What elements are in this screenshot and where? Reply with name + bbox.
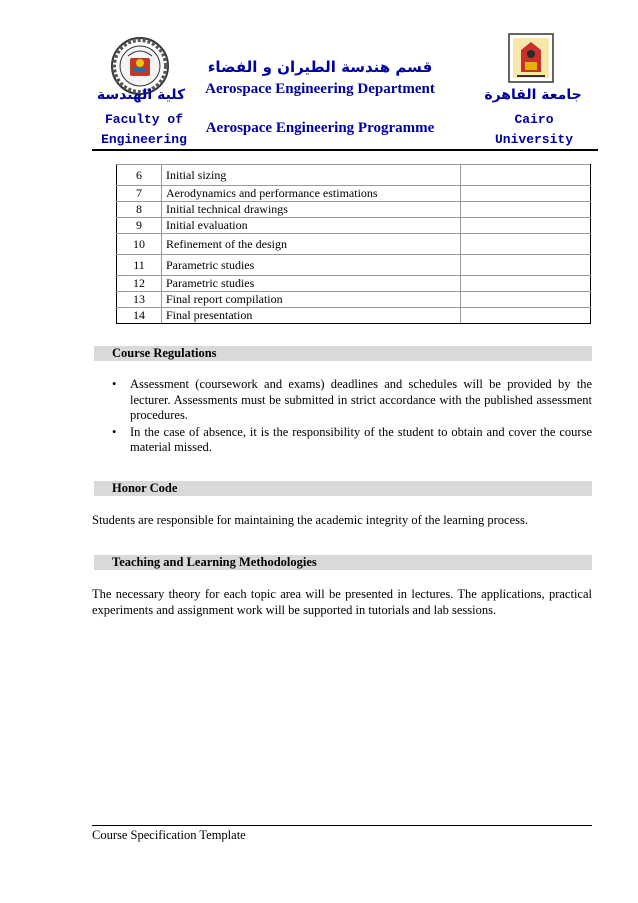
week-number: 12 xyxy=(117,276,162,292)
week-number: 11 xyxy=(117,255,162,276)
table-row xyxy=(117,276,591,292)
blank-cell xyxy=(461,165,591,186)
topic-cell: Refinement of the design xyxy=(162,234,461,255)
footer-text: Course Specification Template xyxy=(92,828,246,842)
table-row xyxy=(117,292,591,308)
week-number: 13 xyxy=(117,292,162,308)
topic-cell: Aerodynamics and performance estimations xyxy=(162,186,461,202)
honor-code-heading-bar xyxy=(94,481,592,496)
bullet-icon: • xyxy=(112,377,117,391)
topic-cell: Final presentation xyxy=(162,308,461,324)
blank-cell xyxy=(461,218,591,234)
topic-cell: Initial sizing xyxy=(162,165,461,186)
table-row xyxy=(117,308,591,324)
regulation-text: Assessment (coursework and exams) deadlines and schedules will be provided by the lecturer. Assessments must be submitted in strict accordance with the published assessment procedures. xyxy=(130,377,592,422)
week-number: 10 xyxy=(117,234,162,255)
week-number: 14 xyxy=(117,308,162,324)
table-row xyxy=(117,234,591,255)
arabic-department-name: قسم هندسة الطيران و الفضاء xyxy=(207,58,433,76)
schedule-table xyxy=(116,164,591,324)
table-row xyxy=(117,218,591,234)
faculty-name-line1: Faculty of xyxy=(104,112,183,127)
week-number: 8 xyxy=(117,202,162,218)
programme-name: Aerospace Engineering Programme xyxy=(205,120,435,136)
table-row xyxy=(117,186,591,202)
blank-cell xyxy=(461,276,591,292)
week-number: 7 xyxy=(117,186,162,202)
topic-cell: Initial evaluation xyxy=(162,218,461,234)
list-item xyxy=(94,425,592,456)
faculty-name-line2: Engineering xyxy=(101,132,187,147)
teaching-methodologies-heading: Teaching and Learning Methodologies xyxy=(112,555,317,569)
topic-cell: Initial technical drawings xyxy=(162,202,461,218)
course-regulations-heading: Course Regulations xyxy=(112,346,217,360)
university-name-line1: Cairo xyxy=(514,112,554,127)
regulations-list xyxy=(94,377,592,457)
topic-cell: Final report compilation xyxy=(162,292,461,308)
blank-cell xyxy=(461,255,591,276)
week-number: 9 xyxy=(117,218,162,234)
blank-cell xyxy=(461,202,591,218)
blank-cell xyxy=(461,308,591,324)
blank-cell xyxy=(461,186,591,202)
topic-cell: Parametric studies xyxy=(162,276,461,292)
honor-code-text: Students are responsible for maintaining the academic integrity of the learning process. xyxy=(92,513,528,527)
table-row xyxy=(117,255,591,276)
faculty-arabic-name: كلية الهندسة xyxy=(96,87,186,103)
footer-divider xyxy=(92,825,592,826)
course-regulations-heading-bar xyxy=(94,346,592,361)
honor-code-heading: Honor Code xyxy=(112,481,178,495)
teaching-methodologies-heading-bar xyxy=(94,555,592,570)
page-header xyxy=(0,0,638,152)
blank-cell xyxy=(461,234,591,255)
week-number: 6 xyxy=(117,165,162,186)
cairo-university-logo xyxy=(507,32,555,84)
blank-cell xyxy=(461,292,591,308)
topic-cell: Parametric studies xyxy=(162,255,461,276)
table-row xyxy=(117,202,591,218)
teaching-methodologies-text: The necessary theory for each topic area will be presented in lectures. The applications, practical experiments and assignment work will be supported in tutorials and lab sessions. xyxy=(92,587,592,617)
bullet-icon: • xyxy=(112,424,117,439)
list-item xyxy=(94,377,592,424)
university-arabic-name: جامعة القاهرة xyxy=(484,87,582,103)
university-name-line2: University xyxy=(494,132,573,147)
header-divider xyxy=(92,149,598,151)
regulation-text: In the case of absence, it is the responsibility of the student to obtain and cover the course material missed. xyxy=(130,424,592,454)
table-row xyxy=(117,165,591,186)
department-name: Aerospace Engineering Department xyxy=(205,81,435,97)
